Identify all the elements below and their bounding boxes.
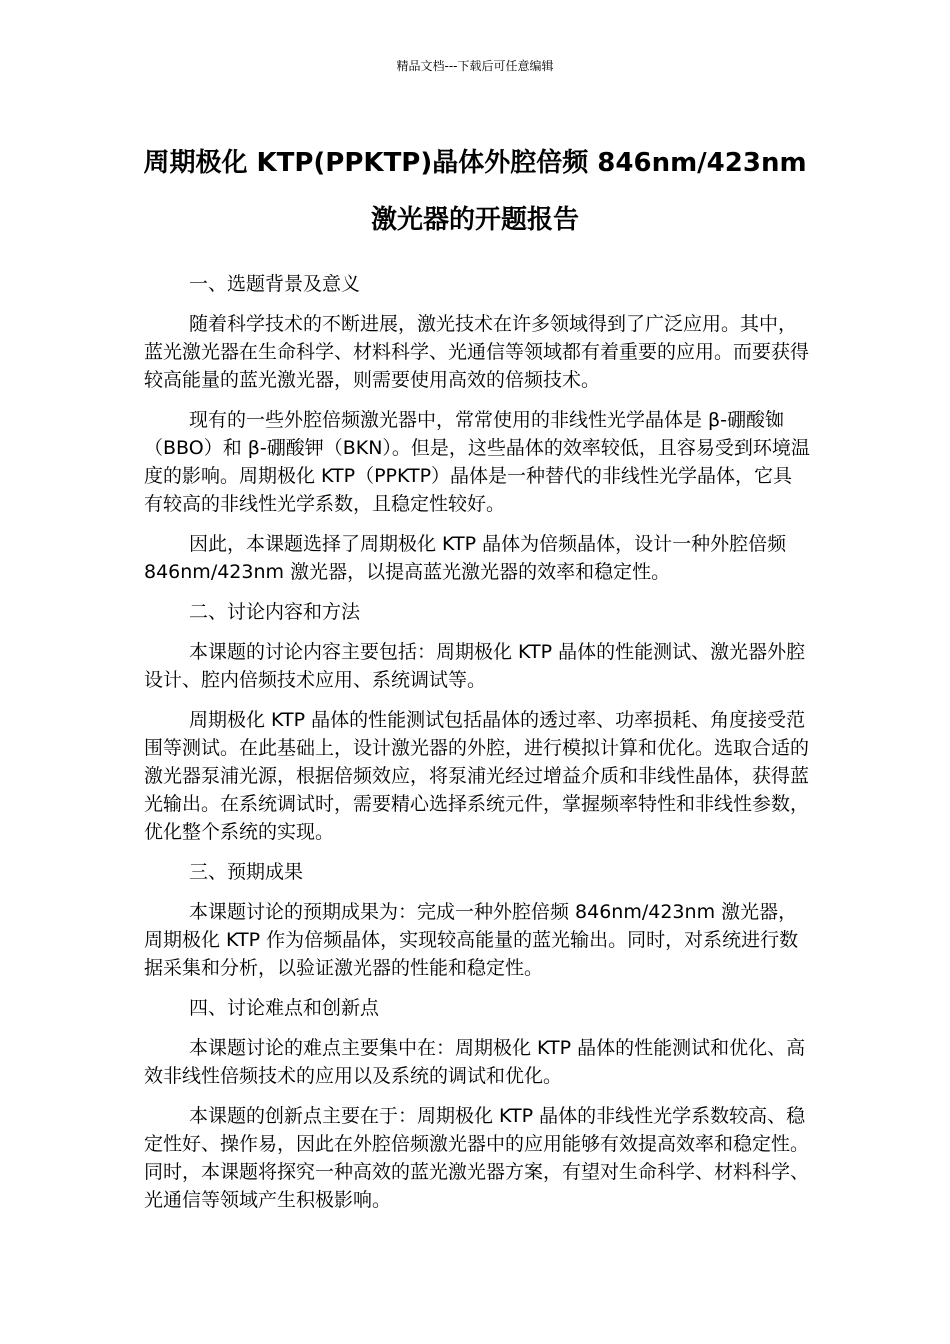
paragraph: 本课题讨论的预期成果为：完成一种外腔倍频 846nm/423nm 激光器，周期极化 KTP 作为倍频晶体，实现较高能量的蓝光输出。同时，对系统进行数据采集和分析，以验证激光器的性能和稳定性。 <box>144 901 799 979</box>
document-title <box>100 135 850 249</box>
paragraph: 现有的一些外腔倍频激光器中，常常使用的非线性光学晶体是 β-硼酸铷（BBO）和 β-硼酸钾（BKN）。但是，这些晶体的效率较低，且容易受到环境温度的影响。周期极化 KTP（PPKTP）晶体是一种替代的非线性光学晶体，它具有较高的非线性光学系数，且稳定性较好。 <box>144 409 810 515</box>
paragraph: 本课题的讨论内容主要包括：周期极化 KTP 晶体的性能测试、激光器外腔设计、腔内倍频技术应用、系统调试等。 <box>144 641 806 691</box>
section-heading: 三、预期成果 <box>189 861 304 883</box>
title-line-2: 激光器的开题报告 <box>370 205 579 235</box>
paragraph: 本课题的创新点主要在于：周期极化 KTP 晶体的非线性光学系数较高、稳定性好、操作易，因此在外腔倍频激光器中的应用能够有效提高效率和稳定性。同时，本课题将探究一种高效的蓝光激光器方案，有望对生命科学、材料科学、光通信等领域产生积极影响。 <box>144 1105 810 1211</box>
paragraph: 周期极化 KTP 晶体的性能测试包括晶体的透过率、功率损耗、角度接受范围等测试。在此基础上，设计激光器的外腔，进行模拟计算和优化。选取合适的激光器泵浦光源，根据倍频效应，将泵浦光经过增益介质和非线性晶体，获得蓝光输出。在系统调试时，需要精心选择系统元件，掌握频率特性和非线性参数，优化整个系统的实现。 <box>144 709 810 843</box>
section-heading: 二、讨论内容和方法 <box>189 601 361 623</box>
page-header: 精品文档---下载后可任意编辑 <box>396 59 554 73</box>
section-heading: 四、讨论难点和创新点 <box>189 997 380 1019</box>
paragraph: 随着科学技术的不断进展，激光技术在许多领域得到了广泛应用。其中，蓝光激光器在生命科学、材料科学、光通信等领域都有着重要的应用。而要获得较高能量的蓝光激光器，则需要使用高效的倍频技术。 <box>144 313 810 391</box>
section-heading: 一、选题背景及意义 <box>189 273 361 295</box>
paragraph: 本课题讨论的难点主要集中在：周期极化 KTP 晶体的性能测试和优化、高效非线性倍频技术的应用以及系统的调试和优化。 <box>144 1037 806 1087</box>
paragraph: 因此，本课题选择了周期极化 KTP 晶体为倍频晶体，设计一种外腔倍频 846nm/423nm 激光器，以提高蓝光激光器的效率和稳定性。 <box>144 533 787 583</box>
title-line-1: 周期极化 KTP(PPKTP)晶体外腔倍频 846nm/423nm <box>143 148 807 178</box>
document-body <box>144 270 810 1226</box>
